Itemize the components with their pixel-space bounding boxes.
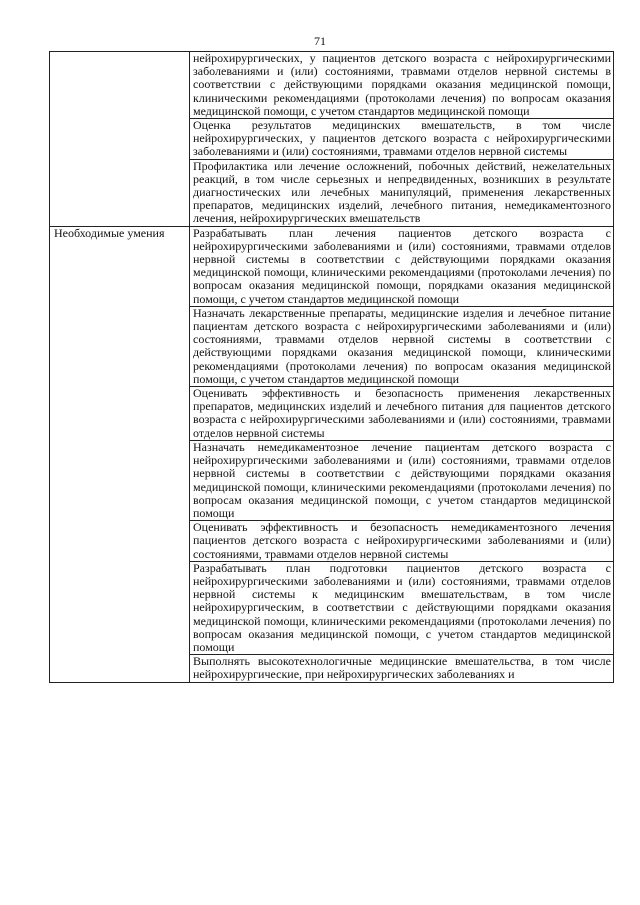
competency-table bbox=[49, 51, 614, 683]
table-cell: Оценивать эффективность и безопасность применения лекарственных препаратов, медицинских изделий и лечебного питания для пациентов детского возраста с нейрохирургическими заболеваниями и (или) состояниями, травмами отделов нервной системы bbox=[190, 387, 614, 441]
table-cell: Оценивать эффективность и безопасность немедикаментозного лечения пациентов детского возраста с нейрохирургическими заболеваниями и (или) состояниями, травмами отделов нервной системы bbox=[190, 521, 614, 562]
row-label-empty bbox=[50, 52, 190, 227]
table-cell: Разрабатывать план лечения пациентов детского возраста с нейрохирургическими заболеваниями и (или) состояниями, травмами отделов нервной системы в соответствии с действующими порядками оказания медицинской помощи, клиническими рекомендациями (протоколами лечения) по вопросам оказания медицинской помощи, порядками оказания медицинской помощи, с учетом стандартов медицинской помощи bbox=[190, 226, 614, 306]
table-cell: Назначать немедикаментозное лечение пациентам детского возраста с нейрохирургическими заболеваниями и (или) состояниями, травмами отделов нервной системы в соответствии с действующими порядками оказания медицинской помощи, клиническими рекомендациями (протоколами лечения) по вопросам оказания медицинской помощи, с учетом стандартов медицинской помощи bbox=[190, 440, 614, 520]
table-cell: нейрохирургических, у пациентов детского возраста с нейрохирургическими заболеваниями и (или) состояниями, травмами отделов нервной системы в соответствии с действующими порядками оказания медицинской помощи, клиническими рекомендациями (протоколами лечения) по вопросам оказания медицинской помощи, с учетом стандартов медицинской помощи bbox=[190, 52, 614, 119]
table-cell: Оценка результатов медицинских вмешательств, в том числе нейрохирургических, у пациентов детского возраста с нейрохирургическими заболеваниями и (или) состояниями, травмами отделов нервной системы bbox=[190, 119, 614, 160]
table-row bbox=[50, 52, 614, 119]
table-cell: Выполнять высокотехнологичные медицинские вмешательства, в том числе нейрохирургические, при нейрохирургических заболеваниях и bbox=[190, 655, 614, 682]
page-number: 71 bbox=[314, 34, 326, 48]
table-cell: Назначать лекарственные препараты, медицинские изделия и лечебное питание пациентам детского возраста с нейрохирургическими заболеваниями и (или) состояниями, травмами отделов нервной системы в соответствии с действующими порядками оказания медицинской помощи, клиническими рекомендациями (протоколами лечения) по вопросам оказания медицинской помощи, с учетом стандартов медицинской помощи bbox=[190, 306, 614, 386]
table-cell: Разрабатывать план подготовки пациентов детского возраста с нейрохирургическими заболеваниями и (или) состояниями, травмами отделов нервной системы к медицинским вмешательствам, в том числе нейрохирургическим, в соответствии с действующими порядками оказания медицинской помощи, клиническими рекомендациями (протоколами лечения) по вопросам оказания медицинской помощи, с учетом стандартов медицинской помощи bbox=[190, 561, 614, 654]
table-row bbox=[50, 226, 614, 306]
row-label-skills: Необходимые умения bbox=[50, 226, 190, 682]
table-cell: Профилактика или лечение осложнений, побочных действий, нежелательных реакций, в том числе серьезных и непредвиденных, возникших в результате диагностических или лечебных манипуляций, применения лекарственных препаратов, медицинских изделий, лечебного питания, немедикаментозного лечения, нейрохирургических вмешательств bbox=[190, 159, 614, 226]
